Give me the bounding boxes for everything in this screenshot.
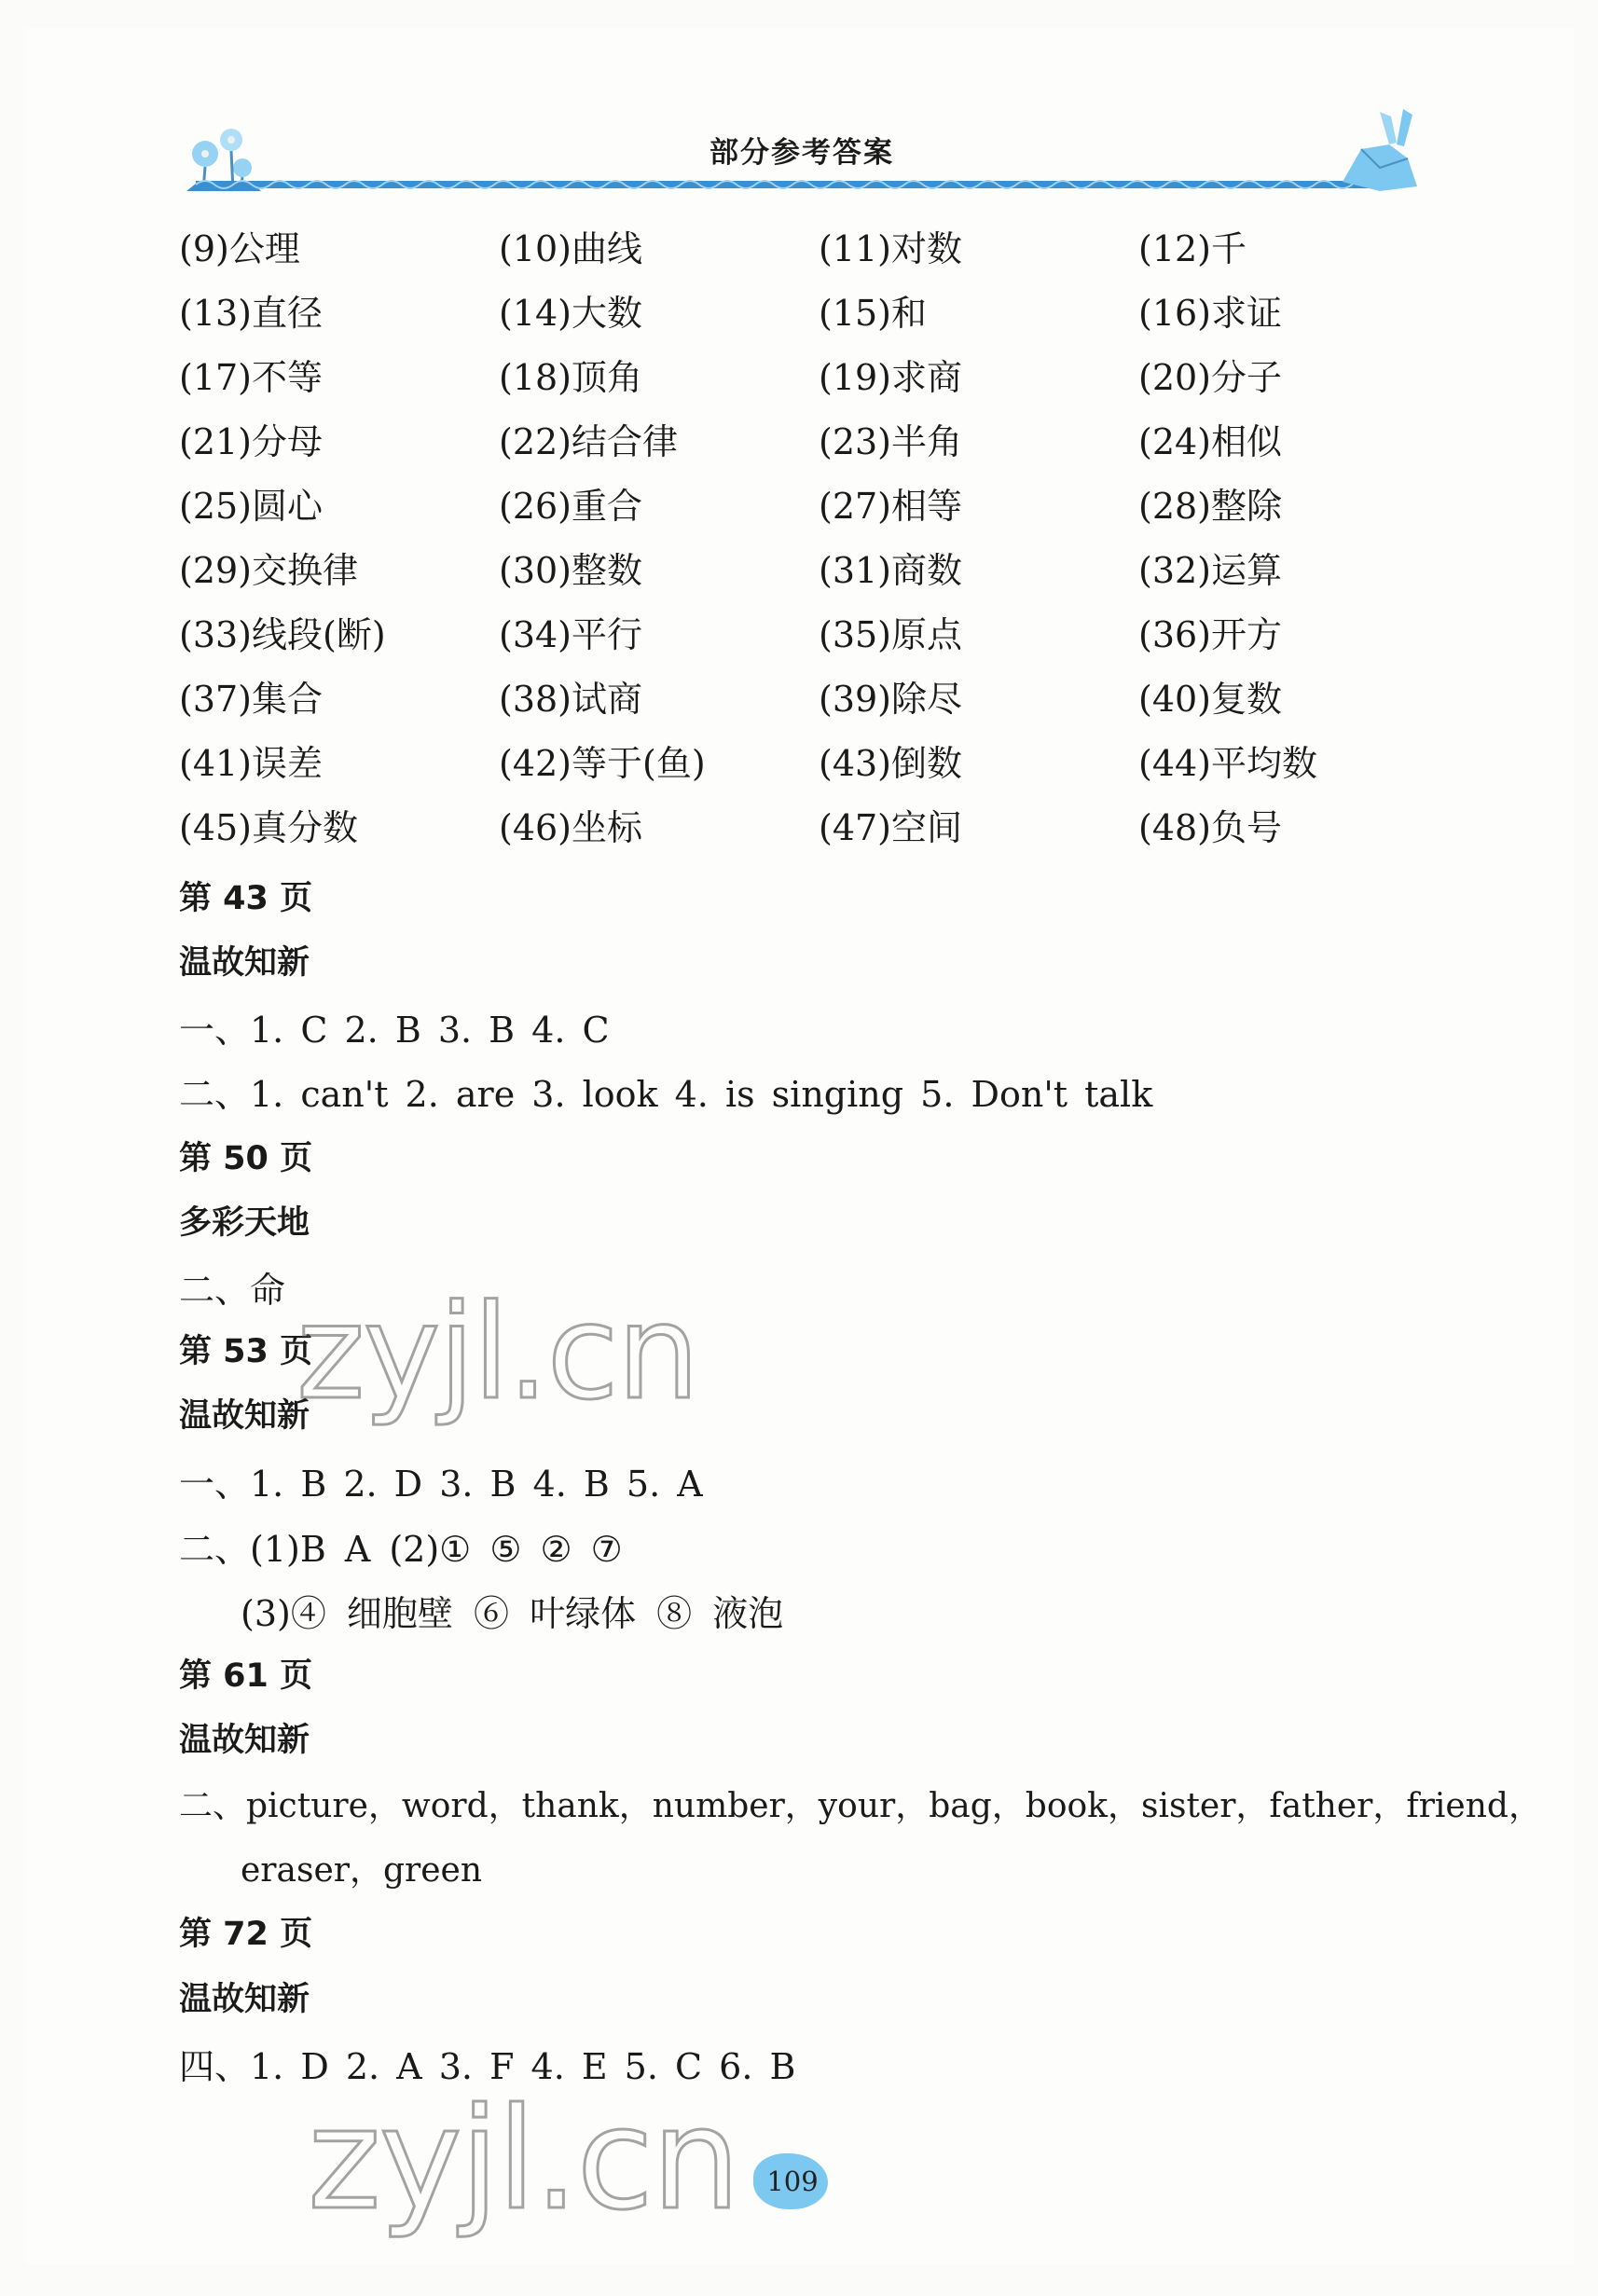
answer-cell: (33)线段(断)	[179, 614, 386, 655]
answer-cell: (43)倒数	[819, 743, 963, 784]
answer-cell: (27)相等	[819, 486, 963, 527]
answer-line: 二、picture，word，thank，number，your，bag，book，sister，father，friend，	[179, 1787, 1542, 1825]
section-subheading: 温故知新	[179, 1397, 310, 1435]
answer-cell: (19)求商	[819, 357, 963, 398]
answer-cell: (42)等于(鱼)	[499, 743, 706, 784]
answer-cell: (32)运算	[1138, 550, 1283, 591]
answer-cell: (10)曲线	[499, 228, 643, 269]
answer-cell: (37)集合	[179, 679, 324, 720]
answer-cell: (11)对数	[819, 228, 963, 269]
answer-cell: (22)结合律	[499, 421, 679, 462]
answer-cell: (31)商数	[819, 550, 963, 591]
answer-cell: (30)整数	[499, 550, 643, 591]
section-heading-p50: 第 50 页	[179, 1140, 313, 1177]
answer-row	[179, 220, 1466, 285]
answer-cell: (35)原点	[819, 614, 963, 655]
section-subheading: 温故知新	[179, 1981, 310, 2018]
page-header	[177, 98, 1426, 200]
watermark: zyjl.cn	[296, 1277, 698, 1429]
answer-row	[179, 284, 1466, 350]
answer-cell: (21)分母	[179, 421, 324, 462]
answer-row	[179, 606, 1466, 671]
answer-line: 四、1. D 2. A 3. F 4. E 5. C 6. B	[179, 2046, 796, 2087]
answer-cell: (15)和	[819, 293, 928, 334]
answer-cell: (18)顶角	[499, 357, 643, 398]
answer-cell: (25)圆心	[179, 486, 324, 527]
answer-line: (3)④ 细胞壁 ⑥ 叶绿体 ⑧ 液泡	[241, 1593, 784, 1634]
answer-cell: (20)分子	[1138, 357, 1283, 398]
answer-line: 一、1. B 2. D 3. B 4. B 5. A	[179, 1464, 703, 1505]
answer-cell: (23)半角	[819, 421, 963, 462]
watermark: zyjl.cn	[308, 2079, 739, 2241]
answer-cell: (14)大数	[499, 293, 643, 334]
answer-cell: (39)除尽	[819, 679, 963, 720]
answer-row	[179, 413, 1466, 478]
answer-line: eraser，green	[241, 1851, 483, 1890]
section-heading-p72: 第 72 页	[179, 1916, 313, 1953]
answer-cell: (26)重合	[499, 486, 643, 527]
answer-cell: (44)平均数	[1138, 743, 1318, 784]
answer-line: 二、1. can't 2. are 3. look 4. is singing 5. Don't talk	[179, 1074, 1153, 1115]
answer-row	[179, 349, 1466, 414]
answer-cell: (47)空间	[819, 807, 963, 848]
section-heading-p43: 第 43 页	[179, 880, 313, 917]
answer-row	[179, 670, 1466, 736]
section-subheading: 温故知新	[179, 1722, 310, 1759]
answer-cell: (17)不等	[179, 357, 324, 398]
answer-cell: (46)坐标	[499, 807, 643, 848]
section-subheading: 温故知新	[179, 944, 310, 982]
answer-row	[179, 735, 1466, 800]
answer-row	[179, 542, 1466, 607]
page-title: 部分参考答案	[709, 136, 894, 170]
answer-cell: (34)平行	[499, 614, 643, 655]
answer-cell: (48)负号	[1138, 807, 1283, 848]
answer-row	[179, 799, 1466, 864]
answer-cell: (41)误差	[179, 743, 324, 784]
answer-cell: (12)千	[1138, 228, 1247, 269]
answer-cell: (28)整除	[1138, 486, 1283, 527]
answer-line: 二、命	[179, 1270, 286, 1311]
page-number-badge	[746, 2149, 839, 2214]
answer-line: 二、(1)B A (2)① ⑤ ② ⑦	[179, 1529, 623, 1570]
answer-cell: (16)求证	[1138, 293, 1283, 334]
answer-cell: (24)相似	[1138, 421, 1283, 462]
header-rope-divider	[196, 177, 1398, 192]
answer-cell: (9)公理	[179, 228, 300, 269]
section-heading-p53: 第 53 页	[179, 1333, 313, 1370]
rabbit-icon	[1324, 98, 1426, 200]
answer-line: 一、1. C 2. B 3. B 4. C	[179, 1010, 610, 1051]
answer-cell: (29)交换律	[179, 550, 359, 591]
answer-cell: (40)复数	[1138, 679, 1283, 720]
answer-cell: (13)直径	[179, 293, 324, 334]
answer-cell: (45)真分数	[179, 807, 359, 848]
answer-row	[179, 477, 1466, 543]
answer-cell: (38)试商	[499, 679, 643, 720]
section-heading-p61: 第 61 页	[179, 1657, 313, 1695]
page-number: 109	[766, 2165, 819, 2197]
answer-cell: (36)开方	[1138, 614, 1283, 655]
section-subheading: 多彩天地	[179, 1204, 310, 1242]
